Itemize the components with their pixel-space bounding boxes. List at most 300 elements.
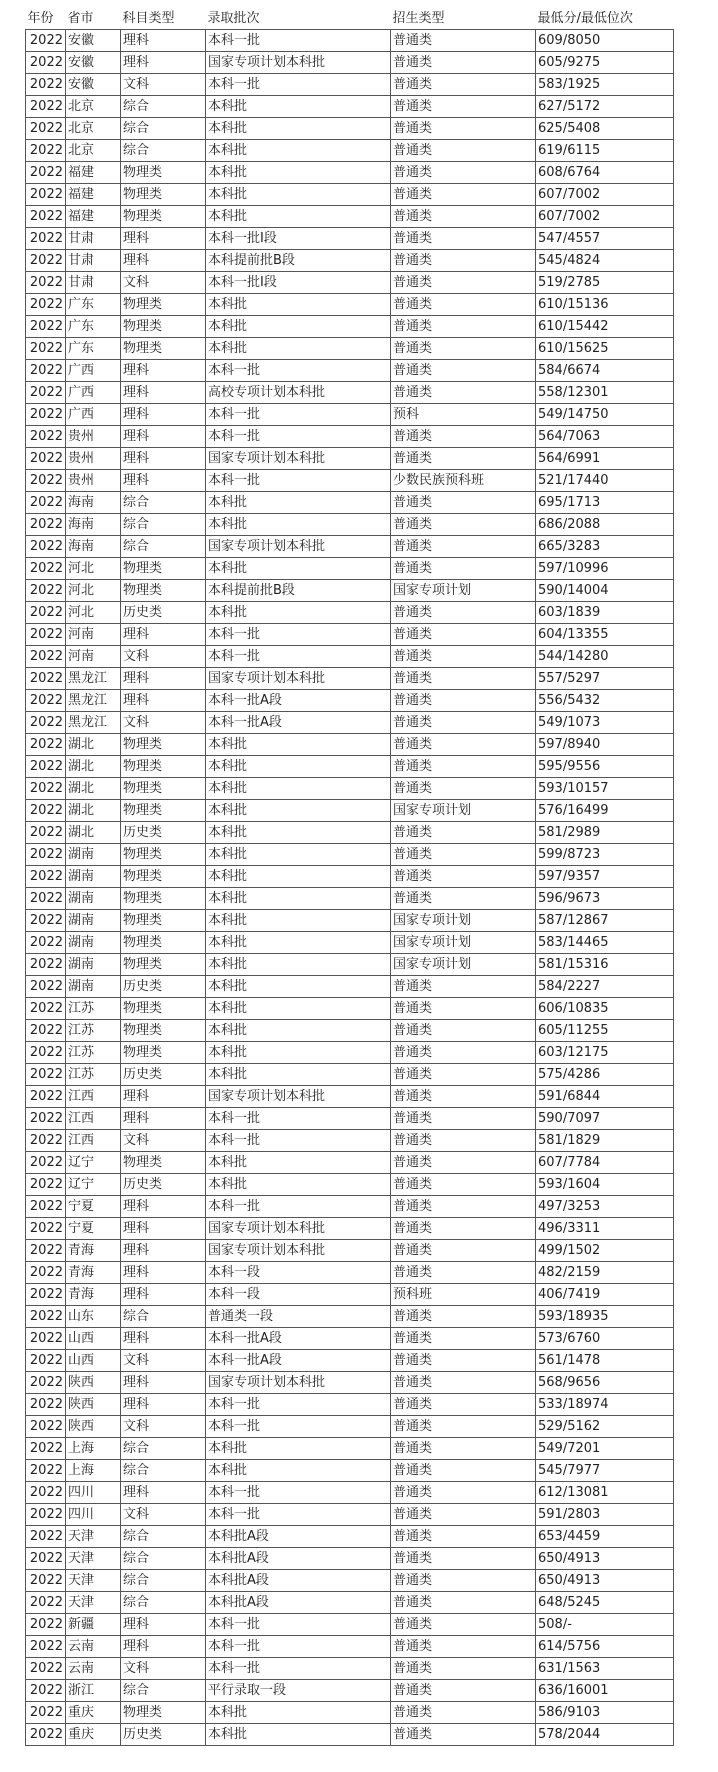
cell-min-score-rank: 686/2088 xyxy=(536,514,674,536)
cell-province: 湖北 xyxy=(66,800,121,822)
cell-enrollment-type: 普通类 xyxy=(391,734,536,756)
cell-province: 黑龙江 xyxy=(66,690,121,712)
cell-enrollment-type: 普通类 xyxy=(391,1020,536,1042)
table-row xyxy=(26,976,674,998)
cell-year: 2022 xyxy=(26,1108,66,1130)
cell-min-score-rank: 586/9103 xyxy=(536,1702,674,1724)
table-row xyxy=(26,1438,674,1460)
cell-enrollment-type: 普通类 xyxy=(391,162,536,184)
cell-province: 青海 xyxy=(66,1240,121,1262)
cell-year: 2022 xyxy=(26,316,66,338)
cell-subject-type: 物理类 xyxy=(121,800,206,822)
cell-subject-type: 理科 xyxy=(121,426,206,448)
cell-batch: 本科一批A段 xyxy=(206,712,391,734)
cell-province: 新疆 xyxy=(66,1614,121,1636)
table-row xyxy=(26,558,674,580)
cell-enrollment-type: 预科 xyxy=(391,404,536,426)
table-row xyxy=(26,1218,674,1240)
cell-enrollment-type: 普通类 xyxy=(391,1548,536,1570)
table-row xyxy=(26,690,674,712)
cell-min-score-rank: 599/8723 xyxy=(536,844,674,866)
cell-subject-type: 历史类 xyxy=(121,976,206,998)
table-row xyxy=(26,1174,674,1196)
cell-year: 2022 xyxy=(26,734,66,756)
cell-subject-type: 理科 xyxy=(121,1086,206,1108)
cell-year: 2022 xyxy=(26,690,66,712)
table-row xyxy=(26,30,674,52)
cell-batch: 本科一批 xyxy=(206,1614,391,1636)
cell-subject-type: 物理类 xyxy=(121,1042,206,1064)
cell-min-score-rank: 564/6991 xyxy=(536,448,674,470)
cell-enrollment-type: 普通类 xyxy=(391,1064,536,1086)
cell-subject-type: 文科 xyxy=(121,646,206,668)
cell-min-score-rank: 590/7097 xyxy=(536,1108,674,1130)
cell-enrollment-type: 普通类 xyxy=(391,1042,536,1064)
cell-enrollment-type: 普通类 xyxy=(391,228,536,250)
cell-enrollment-type: 普通类 xyxy=(391,668,536,690)
cell-year: 2022 xyxy=(26,822,66,844)
table-row xyxy=(26,338,674,360)
cell-batch: 本科一批 xyxy=(206,404,391,426)
cell-year: 2022 xyxy=(26,668,66,690)
cell-year: 2022 xyxy=(26,646,66,668)
cell-province: 江苏 xyxy=(66,1020,121,1042)
cell-province: 广西 xyxy=(66,382,121,404)
cell-province: 福建 xyxy=(66,206,121,228)
cell-min-score-rank: 610/15442 xyxy=(536,316,674,338)
table-row xyxy=(26,646,674,668)
cell-enrollment-type: 普通类 xyxy=(391,1526,536,1548)
cell-subject-type: 历史类 xyxy=(121,1724,206,1746)
cell-province: 云南 xyxy=(66,1658,121,1680)
table-row xyxy=(26,514,674,536)
cell-province: 安徽 xyxy=(66,74,121,96)
cell-year: 2022 xyxy=(26,118,66,140)
cell-min-score-rank: 610/15136 xyxy=(536,294,674,316)
table-header xyxy=(26,8,674,30)
cell-subject-type: 物理类 xyxy=(121,206,206,228)
cell-province: 上海 xyxy=(66,1460,121,1482)
cell-enrollment-type: 普通类 xyxy=(391,844,536,866)
table-row xyxy=(26,1614,674,1636)
cell-batch: 本科批 xyxy=(206,932,391,954)
cell-subject-type: 综合 xyxy=(121,1306,206,1328)
cell-year: 2022 xyxy=(26,1724,66,1746)
cell-enrollment-type: 普通类 xyxy=(391,1086,536,1108)
header-enrollment-type: 招生类型 xyxy=(391,8,536,30)
cell-min-score-rank: 607/7784 xyxy=(536,1152,674,1174)
cell-subject-type: 理科 xyxy=(121,1372,206,1394)
cell-province: 四川 xyxy=(66,1482,121,1504)
cell-subject-type: 物理类 xyxy=(121,1152,206,1174)
cell-batch: 本科批 xyxy=(206,866,391,888)
table-body xyxy=(26,30,674,1746)
cell-year: 2022 xyxy=(26,624,66,646)
table-row xyxy=(26,1284,674,1306)
cell-min-score-rank: 607/7002 xyxy=(536,206,674,228)
cell-year: 2022 xyxy=(26,1350,66,1372)
cell-year: 2022 xyxy=(26,184,66,206)
cell-year: 2022 xyxy=(26,1130,66,1152)
cell-province: 黑龙江 xyxy=(66,712,121,734)
cell-province: 天津 xyxy=(66,1526,121,1548)
cell-year: 2022 xyxy=(26,206,66,228)
cell-batch: 本科批 xyxy=(206,206,391,228)
table-row xyxy=(26,998,674,1020)
cell-enrollment-type: 普通类 xyxy=(391,866,536,888)
cell-enrollment-type: 普通类 xyxy=(391,778,536,800)
cell-enrollment-type: 普通类 xyxy=(391,426,536,448)
cell-subject-type: 物理类 xyxy=(121,162,206,184)
cell-min-score-rank: 545/7977 xyxy=(536,1460,674,1482)
cell-enrollment-type: 普通类 xyxy=(391,756,536,778)
table-row xyxy=(26,1394,674,1416)
table-row xyxy=(26,74,674,96)
cell-year: 2022 xyxy=(26,558,66,580)
cell-year: 2022 xyxy=(26,712,66,734)
cell-min-score-rank: 625/5408 xyxy=(536,118,674,140)
cell-batch: 本科一批 xyxy=(206,624,391,646)
cell-batch: 本科批 xyxy=(206,910,391,932)
cell-year: 2022 xyxy=(26,1614,66,1636)
table-row xyxy=(26,316,674,338)
table-row xyxy=(26,272,674,294)
cell-min-score-rank: 590/14004 xyxy=(536,580,674,602)
cell-province: 陕西 xyxy=(66,1372,121,1394)
cell-min-score-rank: 584/2227 xyxy=(536,976,674,998)
cell-enrollment-type: 国家专项计划 xyxy=(391,954,536,976)
cell-batch: 本科批 xyxy=(206,316,391,338)
cell-batch: 本科批 xyxy=(206,140,391,162)
cell-min-score-rank: 597/10996 xyxy=(536,558,674,580)
cell-province: 湖南 xyxy=(66,866,121,888)
cell-min-score-rank: 593/1604 xyxy=(536,1174,674,1196)
cell-batch: 本科一批A段 xyxy=(206,690,391,712)
cell-province: 甘肃 xyxy=(66,250,121,272)
table-row xyxy=(26,602,674,624)
table-row xyxy=(26,1042,674,1064)
cell-min-score-rank: 581/2989 xyxy=(536,822,674,844)
cell-batch: 国家专项计划本科批 xyxy=(206,536,391,558)
table-row xyxy=(26,1350,674,1372)
cell-year: 2022 xyxy=(26,602,66,624)
cell-enrollment-type: 普通类 xyxy=(391,338,536,360)
table-row xyxy=(26,360,674,382)
cell-province: 广东 xyxy=(66,316,121,338)
cell-province: 山西 xyxy=(66,1328,121,1350)
table-row xyxy=(26,822,674,844)
cell-year: 2022 xyxy=(26,800,66,822)
cell-year: 2022 xyxy=(26,778,66,800)
cell-subject-type: 文科 xyxy=(121,1130,206,1152)
cell-batch: 本科批 xyxy=(206,514,391,536)
table-row xyxy=(26,1636,674,1658)
cell-enrollment-type: 普通类 xyxy=(391,1680,536,1702)
table-row xyxy=(26,1262,674,1284)
cell-min-score-rank: 614/5756 xyxy=(536,1636,674,1658)
cell-enrollment-type: 少数民族预科班 xyxy=(391,470,536,492)
cell-province: 上海 xyxy=(66,1438,121,1460)
cell-batch: 国家专项计划本科批 xyxy=(206,1086,391,1108)
cell-province: 湖北 xyxy=(66,778,121,800)
cell-province: 湖南 xyxy=(66,976,121,998)
cell-province: 湖南 xyxy=(66,954,121,976)
table-row xyxy=(26,250,674,272)
cell-province: 江苏 xyxy=(66,998,121,1020)
cell-min-score-rank: 497/3253 xyxy=(536,1196,674,1218)
cell-enrollment-type: 国家专项计划 xyxy=(391,800,536,822)
cell-province: 北京 xyxy=(66,118,121,140)
cell-min-score-rank: 496/3311 xyxy=(536,1218,674,1240)
cell-subject-type: 文科 xyxy=(121,74,206,96)
cell-year: 2022 xyxy=(26,976,66,998)
cell-enrollment-type: 普通类 xyxy=(391,272,536,294)
cell-year: 2022 xyxy=(26,514,66,536)
cell-batch: 本科批 xyxy=(206,1438,391,1460)
cell-min-score-rank: 591/6844 xyxy=(536,1086,674,1108)
cell-enrollment-type: 普通类 xyxy=(391,1724,536,1746)
cell-year: 2022 xyxy=(26,1548,66,1570)
cell-enrollment-type: 普通类 xyxy=(391,1350,536,1372)
cell-subject-type: 理科 xyxy=(121,1108,206,1130)
cell-subject-type: 综合 xyxy=(121,1526,206,1548)
cell-year: 2022 xyxy=(26,998,66,1020)
cell-batch: 本科批 xyxy=(206,888,391,910)
cell-min-score-rank: 587/12867 xyxy=(536,910,674,932)
cell-subject-type: 物理类 xyxy=(121,338,206,360)
header-province: 省市 xyxy=(66,8,121,30)
cell-province: 海南 xyxy=(66,492,121,514)
cell-province: 广西 xyxy=(66,404,121,426)
table-row xyxy=(26,1086,674,1108)
cell-province: 湖北 xyxy=(66,756,121,778)
cell-subject-type: 理科 xyxy=(121,228,206,250)
cell-subject-type: 理科 xyxy=(121,52,206,74)
cell-province: 天津 xyxy=(66,1548,121,1570)
table-row xyxy=(26,1592,674,1614)
table-row xyxy=(26,470,674,492)
cell-enrollment-type: 普通类 xyxy=(391,536,536,558)
cell-batch: 本科批 xyxy=(206,96,391,118)
cell-batch: 国家专项计划本科批 xyxy=(206,1218,391,1240)
cell-province: 陕西 xyxy=(66,1416,121,1438)
cell-subject-type: 文科 xyxy=(121,1350,206,1372)
cell-province: 湖南 xyxy=(66,844,121,866)
cell-subject-type: 物理类 xyxy=(121,580,206,602)
cell-year: 2022 xyxy=(26,1394,66,1416)
table-row xyxy=(26,734,674,756)
cell-year: 2022 xyxy=(26,1482,66,1504)
cell-subject-type: 理科 xyxy=(121,404,206,426)
table-row xyxy=(26,580,674,602)
cell-min-score-rank: 665/3283 xyxy=(536,536,674,558)
cell-subject-type: 综合 xyxy=(121,118,206,140)
cell-subject-type: 物理类 xyxy=(121,954,206,976)
cell-year: 2022 xyxy=(26,1438,66,1460)
cell-year: 2022 xyxy=(26,492,66,514)
cell-min-score-rank: 612/13081 xyxy=(536,1482,674,1504)
cell-year: 2022 xyxy=(26,1658,66,1680)
cell-batch: 本科批 xyxy=(206,1174,391,1196)
cell-subject-type: 综合 xyxy=(121,1592,206,1614)
cell-batch: 本科一批 xyxy=(206,646,391,668)
cell-year: 2022 xyxy=(26,382,66,404)
cell-enrollment-type: 普通类 xyxy=(391,558,536,580)
cell-subject-type: 综合 xyxy=(121,514,206,536)
cell-year: 2022 xyxy=(26,954,66,976)
cell-subject-type: 理科 xyxy=(121,1394,206,1416)
cell-enrollment-type: 国家专项计划 xyxy=(391,580,536,602)
cell-province: 贵州 xyxy=(66,470,121,492)
cell-subject-type: 综合 xyxy=(121,492,206,514)
cell-batch: 本科批 xyxy=(206,1702,391,1724)
table-row xyxy=(26,1020,674,1042)
cell-enrollment-type: 普通类 xyxy=(391,30,536,52)
cell-year: 2022 xyxy=(26,470,66,492)
cell-year: 2022 xyxy=(26,360,66,382)
cell-province: 四川 xyxy=(66,1504,121,1526)
cell-subject-type: 物理类 xyxy=(121,1702,206,1724)
cell-batch: 本科批 xyxy=(206,1724,391,1746)
cell-enrollment-type: 普通类 xyxy=(391,1658,536,1680)
cell-enrollment-type: 普通类 xyxy=(391,1262,536,1284)
table-row xyxy=(26,1702,674,1724)
cell-subject-type: 理科 xyxy=(121,382,206,404)
cell-min-score-rank: 529/5162 xyxy=(536,1416,674,1438)
cell-min-score-rank: 549/14750 xyxy=(536,404,674,426)
cell-province: 安徽 xyxy=(66,52,121,74)
cell-subject-type: 历史类 xyxy=(121,1064,206,1086)
cell-batch: 本科一批 xyxy=(206,1394,391,1416)
cell-subject-type: 综合 xyxy=(121,536,206,558)
cell-year: 2022 xyxy=(26,910,66,932)
cell-batch: 本科批 xyxy=(206,294,391,316)
table-row xyxy=(26,1724,674,1746)
cell-province: 福建 xyxy=(66,162,121,184)
cell-batch: 本科一批 xyxy=(206,360,391,382)
header-min-score-rank: 最低分/最低位次 xyxy=(536,8,674,30)
cell-year: 2022 xyxy=(26,1592,66,1614)
cell-enrollment-type: 普通类 xyxy=(391,624,536,646)
cell-year: 2022 xyxy=(26,1372,66,1394)
cell-batch: 本科批 xyxy=(206,756,391,778)
cell-subject-type: 物理类 xyxy=(121,844,206,866)
cell-province: 江西 xyxy=(66,1108,121,1130)
table-row xyxy=(26,404,674,426)
cell-min-score-rank: 558/12301 xyxy=(536,382,674,404)
admission-score-table xyxy=(25,8,674,1746)
cell-batch: 本科一批 xyxy=(206,1416,391,1438)
cell-enrollment-type: 普通类 xyxy=(391,1240,536,1262)
cell-province: 广西 xyxy=(66,360,121,382)
cell-province: 海南 xyxy=(66,536,121,558)
cell-min-score-rank: 695/1713 xyxy=(536,492,674,514)
cell-min-score-rank: 556/5432 xyxy=(536,690,674,712)
cell-enrollment-type: 普通类 xyxy=(391,1152,536,1174)
cell-enrollment-type: 普通类 xyxy=(391,74,536,96)
cell-subject-type: 综合 xyxy=(121,1548,206,1570)
table-row xyxy=(26,624,674,646)
cell-batch: 本科批 xyxy=(206,338,391,360)
table-row xyxy=(26,1152,674,1174)
cell-year: 2022 xyxy=(26,1240,66,1262)
cell-year: 2022 xyxy=(26,536,66,558)
table-row xyxy=(26,140,674,162)
cell-subject-type: 历史类 xyxy=(121,1174,206,1196)
cell-min-score-rank: 583/1925 xyxy=(536,74,674,96)
cell-subject-type: 综合 xyxy=(121,1680,206,1702)
cell-enrollment-type: 普通类 xyxy=(391,1328,536,1350)
table-row xyxy=(26,162,674,184)
cell-year: 2022 xyxy=(26,140,66,162)
cell-min-score-rank: 593/10157 xyxy=(536,778,674,800)
cell-year: 2022 xyxy=(26,1504,66,1526)
cell-min-score-rank: 549/7201 xyxy=(536,1438,674,1460)
cell-year: 2022 xyxy=(26,1570,66,1592)
cell-enrollment-type: 普通类 xyxy=(391,1504,536,1526)
cell-min-score-rank: 604/13355 xyxy=(536,624,674,646)
table-row xyxy=(26,778,674,800)
cell-enrollment-type: 普通类 xyxy=(391,976,536,998)
cell-batch: 本科批 xyxy=(206,184,391,206)
cell-year: 2022 xyxy=(26,1306,66,1328)
table-row xyxy=(26,1306,674,1328)
cell-min-score-rank: 521/17440 xyxy=(536,470,674,492)
cell-min-score-rank: 406/7419 xyxy=(536,1284,674,1306)
cell-min-score-rank: 595/9556 xyxy=(536,756,674,778)
cell-subject-type: 理科 xyxy=(121,360,206,382)
cell-enrollment-type: 普通类 xyxy=(391,52,536,74)
cell-year: 2022 xyxy=(26,1262,66,1284)
cell-subject-type: 物理类 xyxy=(121,756,206,778)
table-row xyxy=(26,1196,674,1218)
cell-min-score-rank: 519/2785 xyxy=(536,272,674,294)
cell-subject-type: 物理类 xyxy=(121,1020,206,1042)
cell-min-score-rank: 576/16499 xyxy=(536,800,674,822)
cell-province: 安徽 xyxy=(66,30,121,52)
cell-batch: 本科批 xyxy=(206,1020,391,1042)
cell-min-score-rank: 597/8940 xyxy=(536,734,674,756)
cell-min-score-rank: 578/2044 xyxy=(536,1724,674,1746)
header-year: 年份 xyxy=(26,8,66,30)
cell-batch: 本科批 xyxy=(206,844,391,866)
cell-enrollment-type: 普通类 xyxy=(391,360,536,382)
cell-enrollment-type: 普通类 xyxy=(391,1196,536,1218)
cell-batch: 本科一批 xyxy=(206,1504,391,1526)
cell-subject-type: 理科 xyxy=(121,624,206,646)
header-batch: 录取批次 xyxy=(206,8,391,30)
cell-province: 宁夏 xyxy=(66,1218,121,1240)
cell-batch: 本科批A段 xyxy=(206,1526,391,1548)
cell-subject-type: 物理类 xyxy=(121,734,206,756)
cell-year: 2022 xyxy=(26,1064,66,1086)
cell-province: 湖北 xyxy=(66,822,121,844)
cell-min-score-rank: 575/4286 xyxy=(536,1064,674,1086)
cell-enrollment-type: 普通类 xyxy=(391,1372,536,1394)
cell-batch: 本科批 xyxy=(206,822,391,844)
cell-province: 河北 xyxy=(66,558,121,580)
cell-batch: 本科批 xyxy=(206,954,391,976)
table-row xyxy=(26,492,674,514)
cell-subject-type: 物理类 xyxy=(121,558,206,580)
cell-batch: 本科批 xyxy=(206,118,391,140)
table-row xyxy=(26,1064,674,1086)
table-row xyxy=(26,756,674,778)
cell-year: 2022 xyxy=(26,294,66,316)
cell-province: 辽宁 xyxy=(66,1174,121,1196)
table-row xyxy=(26,184,674,206)
cell-batch: 国家专项计划本科批 xyxy=(206,1240,391,1262)
